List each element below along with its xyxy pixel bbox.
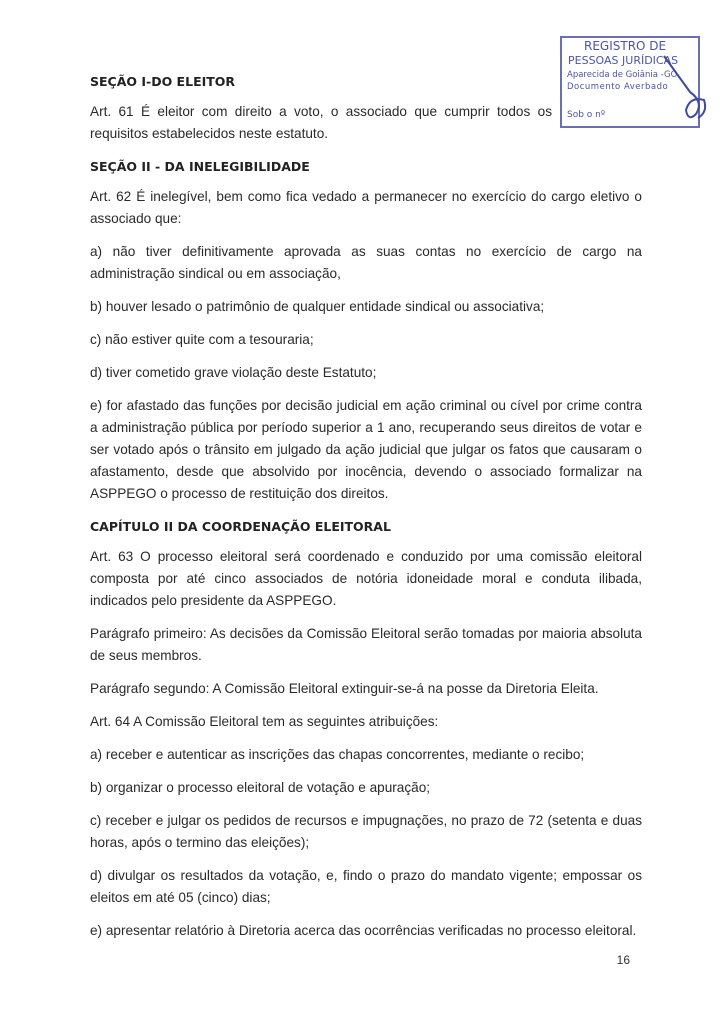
- stamp-line: Sob o nº: [567, 110, 606, 120]
- handwritten-signature: [660, 52, 710, 132]
- stamp-line: PESSOAS JURÍDICAS: [568, 54, 679, 67]
- paragraph: Art. 63 O processo eleitoral será coordenado e conduzido por uma comissão eleitoral composta por até cinco associados de notória idoneidade moral e conduta ilibada, indicados pelo presidente da ASPPEGO.: [90, 549, 642, 608]
- paragraph: Parágrafo segundo: A Comissão Eleitoral extinguir-se-á na posse da Diretoria Eleita.: [90, 681, 599, 696]
- paragraph: d) divulgar os resultados da votação, e, findo o prazo do mandato vigente; empossar os eleitos em até 05 (cinco) dias;: [90, 868, 642, 905]
- paragraph: Art. 61 É eleitor com direito a voto, o associado que cumprir todos os requisitos estabelecidos neste estatuto.: [90, 104, 552, 141]
- paragraph: a) receber e autenticar as inscrições das chapas concorrentes, mediante o recibo;: [90, 747, 585, 762]
- paragraph: b) organizar o processo eleitoral de votação e apuração;: [90, 780, 431, 795]
- paragraph: e) apresentar relatório à Diretoria acerca das ocorrências verificadas no processo eleitoral.: [90, 923, 637, 938]
- paragraph: c) receber e julgar os pedidos de recursos e impugnações, no prazo de 72 (setenta e duas horas, após o termino das eleições);: [90, 813, 642, 850]
- stamp-line: REGISTRO DE: [584, 39, 667, 53]
- section-heading: SEÇÃO I-DO ELEITOR: [90, 74, 236, 89]
- page-number: 16: [616, 953, 630, 967]
- paragraph: a) não tiver definitivamente aprovada as suas contas no exercício de cargo na administração sindical ou em associação,: [90, 244, 642, 281]
- section-heading: SEÇÃO II - DA INELEGIBILIDADE: [90, 159, 310, 174]
- stamp-line: Documento Averbado: [567, 82, 669, 92]
- paragraph: Art. 62 É inelegível, bem como fica vedado a permanecer no exercício do cargo eletivo o associado que:: [90, 189, 642, 226]
- paragraph: Art. 64 A Comissão Eleitoral tem as seguintes atribuições:: [90, 714, 439, 729]
- stamp-line: Aparecida de Goiânia -GO: [567, 70, 678, 80]
- paragraph: c) não estiver quite com a tesouraria;: [90, 332, 314, 347]
- section-heading: CAPÍTULO II DA COORDENAÇÃO ELEITORAL: [90, 519, 391, 534]
- paragraph: d) tiver cometido grave violação deste Estatuto;: [90, 365, 377, 380]
- document-body: [90, 71, 642, 967]
- paragraph: Parágrafo primeiro: As decisões da Comissão Eleitoral serão tomadas por maioria absoluta de seus membros.: [90, 626, 642, 663]
- paragraph: b) houver lesado o patrimônio de qualquer entidade sindical ou associativa;: [90, 299, 545, 314]
- paragraph: e) for afastado das funções por decisão judicial em ação criminal ou cível por crime contra a administração pública por período superior a 1 ano, recuperando seus direitos de votar e ser votado após o trânsito em julgado da ação judicial que julgar os fatos que causaram o afastamento, desde que absolvido por inocência, devendo o associado formalizar na ASPPEGO o processo de restituição dos direitos.: [90, 398, 642, 501]
